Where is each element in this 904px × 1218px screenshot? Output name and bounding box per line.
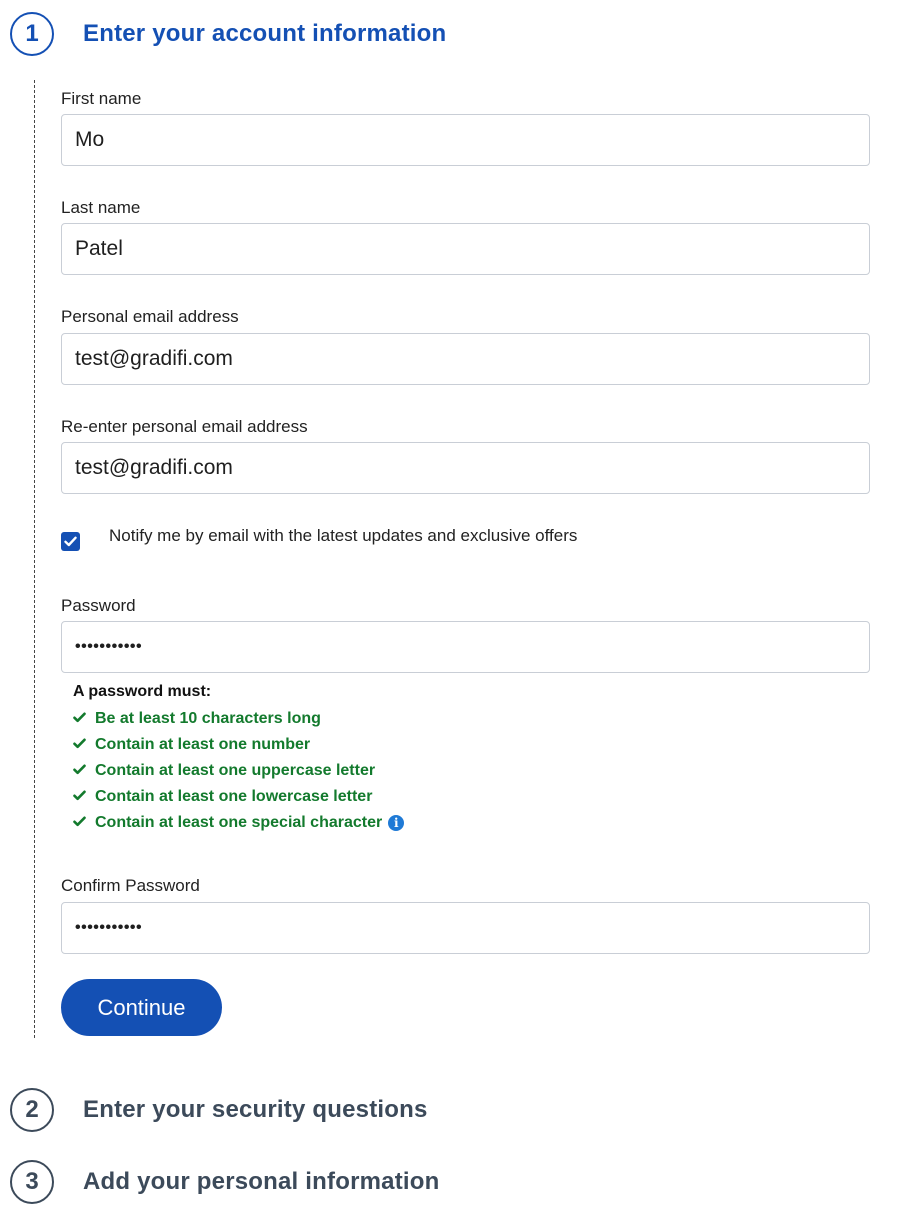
password-rule-text: Contain at least one number [95,736,311,753]
password-rule-text: Be at least 10 characters long [95,710,321,727]
password-value: ••••••••••• [75,638,143,655]
checkmark-icon [73,811,95,835]
first-name-label: First name [61,89,142,108]
confirm-password-input[interactable] [61,902,870,954]
email-input[interactable] [61,333,870,385]
checkmark-icon [73,785,95,809]
password-rule [73,784,404,810]
password-rule [73,758,404,784]
password-input[interactable] [61,621,870,673]
last-name-value: Patel [75,237,123,260]
info-icon[interactable]: i [388,815,404,831]
password-rule [73,732,404,758]
email-label: Personal email address [61,307,239,326]
email-confirm-label: Re-enter personal email address [61,417,308,436]
notify-checkbox[interactable] [61,532,80,551]
step-2-number: 2 [10,1088,54,1132]
checkmark-icon [73,759,95,783]
checkmark-icon [73,707,95,731]
password-rule-text: Contain at least one uppercase letter [95,762,376,779]
step-1-title: Enter your account information [83,20,447,47]
password-rule [73,810,404,836]
step-1-number: 1 [10,12,54,56]
step-1-header [10,10,446,58]
step-2-header[interactable] [10,1086,428,1134]
password-rule-text: Contain at least one lowercase letter [95,788,373,805]
step-3-header[interactable] [10,1158,439,1206]
email-confirm-value: test@gradifi.com [75,456,233,479]
first-name-input[interactable] [61,114,870,166]
step-3-number: 3 [10,1160,54,1204]
password-requirements-title: A password must: [73,683,212,700]
password-rule-text: Contain at least one special character [95,814,383,831]
email-value: test@gradifi.com [75,347,233,370]
confirm-password-value: ••••••••••• [75,919,143,936]
step-2-title: Enter your security questions [83,1096,428,1123]
password-rule [73,706,404,732]
step-3-title: Add your personal information [83,1168,440,1195]
password-requirements [73,682,404,836]
notify-label: Notify me by email with the latest updates and exclusive offers [109,526,578,545]
first-name-value: Mo [75,128,105,151]
last-name-input[interactable] [61,223,870,275]
checkmark-icon [73,733,95,757]
email-confirm-input[interactable] [61,442,870,494]
password-label: Password [61,596,136,615]
confirm-password-label: Confirm Password [61,876,200,895]
step-connector-line [34,80,35,1038]
checkbox-check-icon [64,536,77,547]
last-name-label: Last name [61,198,141,217]
continue-button[interactable]: Continue [61,979,222,1036]
